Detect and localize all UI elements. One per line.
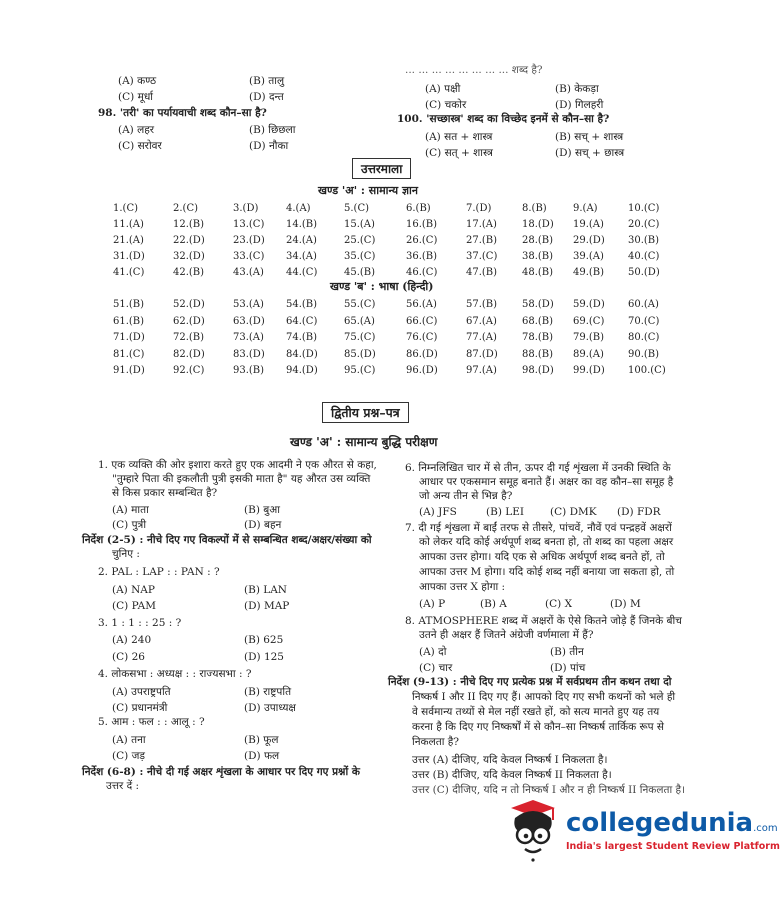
answer-cell: 67.(A): [466, 315, 497, 327]
answer-cell: 60.(A): [628, 299, 659, 310]
answer-cell: 57.(B): [466, 299, 498, 310]
q5-option-a: (A) तना: [112, 734, 146, 746]
answer-cell: 22.(D): [173, 235, 205, 246]
answer-cell: 37.(C): [466, 251, 498, 262]
q7-option-a: (A) P: [419, 598, 446, 610]
answer-cell: 77.(A): [466, 332, 497, 343]
answer-cell: 19.(A): [573, 219, 604, 230]
answer-cell: 16.(B): [406, 219, 438, 230]
answer-cell: 61.(B): [113, 315, 145, 327]
q99-cut-text: ... ... ... ... ... ... ... ... शब्द है?: [405, 64, 543, 76]
answer-cell: 86.(D): [406, 348, 438, 360]
q97-option-b: (B) तालु: [249, 75, 285, 87]
answer-cell: 36.(B): [406, 251, 438, 262]
answer-cell: 62.(D): [173, 315, 205, 327]
q4-option-a: (A) उपराष्ट्रपति: [112, 686, 171, 698]
q3-option-c: (C) 26: [112, 651, 145, 663]
answer-cell: 39.(A): [573, 251, 604, 262]
answer-cell: 93.(B): [233, 365, 265, 376]
answer-cell: 8.(B): [522, 203, 547, 214]
answer-cell: 21.(A): [113, 235, 144, 246]
q7-line-5: आपका उत्तर X होगा :: [419, 581, 506, 593]
answer-cell: 23.(D): [233, 235, 265, 246]
q98-option-b: (B) छिछला: [249, 124, 296, 136]
q1-option-d: (D) बहन: [244, 519, 282, 531]
q98-option-c: (C) सरोवर: [118, 140, 162, 152]
q100-option-b: (B) सच् + शास्त्र: [555, 131, 624, 143]
answer-cell: 45.(B): [344, 267, 376, 278]
q1-option-a: (A) माता: [112, 504, 149, 516]
answer-cell: 98.(D): [522, 365, 554, 376]
answer-cell: 58.(D): [522, 299, 554, 310]
answer-cell: 6.(B): [406, 203, 431, 214]
q7-line-1: 7. दी गई शृंखला में बाईं तरफ से तीसरे, पांचवें, नौवें एवं पन्द्रहवें अक्षरों: [405, 522, 672, 534]
directions-2-5-line-1: निर्देश (2-5) : नीचे दिए गए विकल्पों में से सम्बन्धित शब्द/अक्षर/संख्या को: [82, 534, 372, 546]
directions-6-8-line-1: निर्देश (6-8) : नीचे दी गई अक्षर शृंखला के आधार पर दिए गए प्रश्नों के: [82, 766, 360, 778]
answer-cell: 43.(A): [233, 267, 264, 278]
q100-text: 100. 'सच्छास्त्र' शब्द का विच्छेद इनमें से कौन–सा है?: [397, 113, 610, 125]
answer-cell: 41.(C): [113, 267, 145, 278]
directions-9-13-line-8: उत्तर (C) दीजिए, यदि न तो निष्कर्ष I और न ही निष्कर्ष II निकलता है।: [412, 784, 686, 796]
answer-cell: 55.(C): [344, 299, 376, 310]
answer-cell: 89.(A): [573, 348, 604, 360]
answer-cell: 80.(C): [628, 332, 660, 343]
q100-option-c: (C) सत् + शास्त्र: [425, 147, 493, 159]
answer-cell: 82.(D): [173, 348, 205, 360]
answer-cell: 64.(C): [286, 315, 318, 327]
answer-cell: 63.(D): [233, 315, 265, 327]
answer-cell: 85.(D): [344, 348, 376, 360]
directions-6-8-line-2: उत्तर दें :: [106, 780, 140, 792]
q99-option-a: (A) पक्षी: [425, 83, 461, 95]
q99-option-d: (D) गिलहरी: [555, 99, 604, 111]
answer-cell: 94.(D): [286, 365, 318, 376]
answer-cell: 5.(C): [344, 203, 369, 214]
brand-tagline: India's largest Student Review Platform: [566, 841, 780, 852]
paper2-title: द्वितीय प्रश्न–पत्र: [322, 402, 409, 423]
q6-option-b: (B) LEI: [486, 506, 525, 518]
answer-cell: 99.(D): [573, 365, 605, 376]
answer-cell: 40.(C): [628, 251, 660, 262]
brand-suffix: .com: [753, 823, 778, 834]
q97-option-d: (D) दन्त: [249, 91, 284, 103]
answer-cell: 27.(B): [466, 235, 498, 246]
q6-line-3: जो अन्य तीन से भिन्न है?: [419, 490, 513, 502]
answer-cell: 35.(C): [344, 251, 376, 262]
brand-name: [566, 808, 778, 838]
answer-cell: 83.(D): [233, 348, 265, 360]
answer-cell: 7.(D): [466, 203, 492, 214]
q8-option-a: (A) दो: [419, 646, 447, 658]
q6-option-a: (A) JFS: [419, 506, 457, 518]
answer-cell: 26.(C): [406, 235, 438, 246]
q6-option-c: (C) DMK: [550, 506, 597, 518]
answer-cell: 75.(C): [344, 332, 376, 343]
answer-cell: 81.(C): [113, 348, 145, 360]
q4-option-d: (D) उपाध्यक्ष: [244, 702, 296, 714]
directions-9-13-line-3: वे सर्वमान्य तथ्यों से मेल नहीं रखते हों, को सत्य मानते हुए यह तय: [412, 706, 660, 718]
answer-cell: 14.(B): [286, 219, 318, 230]
directions-9-13-line-2: निष्कर्ष I और II दिए गए हैं। आपको दिए गए सभी कथनों को भले ही: [412, 691, 676, 703]
answer-cell: 44.(C): [286, 267, 318, 278]
q98-option-a: (A) लहर: [118, 124, 155, 136]
answer-cell: 73.(A): [233, 332, 264, 343]
answer-cell: 3.(D): [233, 203, 259, 214]
mascot-icon: [503, 800, 563, 862]
q1-line-2: "तुम्हारे पिता की इकलौती पुत्री इसकी माता है" यह औरत उस व्यक्ति: [112, 473, 371, 485]
directions-9-13-line-1: निर्देश (9-13) : नीचे दिए गए प्रत्येक प्रश्न में सर्वप्रथम तीन कथन तथा दो: [388, 676, 672, 688]
q2-text: 2. PAL : LAP : : PAN : ?: [98, 566, 220, 578]
q7-option-b: (B) A: [480, 598, 507, 610]
directions-9-13-line-6: उत्तर (A) दीजिए, यदि केवल निष्कर्ष I निकलता है।: [412, 754, 608, 766]
answer-cell: 72.(B): [173, 332, 205, 343]
answer-cell: 20.(C): [628, 219, 660, 230]
q97-option-a: (A) कण्ठ: [118, 75, 157, 87]
q6-line-1: 6. निम्नलिखित चार में से तीन, ऊपर दी गई शृंखला में उनकी स्थिति के: [405, 462, 671, 474]
answer-cell: 30.(B): [628, 235, 660, 246]
directions-9-13-line-4: करना है कि दिए गए निष्कर्षों में से कौन–सा निष्कर्ष तार्किक रूप से: [412, 721, 665, 733]
directions-9-13-line-5: निकलता है?: [412, 736, 459, 748]
answer-cell: 88.(B): [522, 348, 554, 360]
answer-cell: 9.(A): [573, 203, 598, 214]
answer-cell: 70.(C): [628, 315, 660, 327]
answer-cell: 34.(A): [286, 251, 317, 262]
answer-cell: 51.(B): [113, 299, 145, 310]
q1-line-3: से किस प्रकार सम्बन्धित है?: [112, 487, 218, 499]
q3-option-a: (A) 240: [112, 634, 152, 646]
answer-cell: 56.(A): [406, 299, 437, 310]
answer-cell: 54.(B): [286, 299, 318, 310]
answer-cell: 87.(D): [466, 348, 498, 360]
q8-option-c: (C) चार: [419, 662, 453, 674]
answer-cell: 53.(A): [233, 299, 264, 310]
q3-option-d: (D) 125: [244, 651, 284, 663]
answer-cell: 17.(A): [466, 219, 497, 230]
section-a-title: खण्ड 'अ' : सामान्य ज्ञान: [318, 184, 418, 197]
answer-cell: 38.(B): [522, 251, 554, 262]
answer-cell: 96.(D): [406, 365, 438, 376]
answer-cell: 78.(B): [522, 332, 554, 343]
answer-cell: 31.(D): [113, 251, 145, 262]
answer-cell: 29.(D): [573, 235, 605, 246]
q99-option-b: (B) केकड़ा: [555, 83, 599, 95]
answer-cell: 100.(C): [628, 365, 666, 376]
answer-cell: 68.(B): [522, 315, 554, 327]
answer-cell: 91.(D): [113, 365, 145, 376]
answer-cell: 74.(B): [286, 332, 318, 343]
answer-cell: 13.(C): [233, 219, 265, 230]
paper2-section-title: खण्ड 'अ' : सामान्य बुद्धि परीक्षण: [290, 435, 438, 449]
q8-line-1: 8. ATMOSPHERE शब्द में अक्षरों के ऐसे कितने जोड़े हैं जिनके बीच: [405, 615, 682, 627]
answer-cell: 24.(A): [286, 235, 317, 246]
answer-cell: 42.(B): [173, 267, 205, 278]
q4-text: 4. लोकसभा : अध्यक्ष : : राज्यसभा : ?: [98, 668, 252, 680]
answer-cell: 25.(C): [344, 235, 376, 246]
directions-2-5-line-2: चुनिए :: [112, 548, 140, 560]
directions-9-13-line-7: उत्तर (B) दीजिए, यदि केवल निष्कर्ष II निकलता है।: [412, 769, 612, 781]
answer-cell: 49.(B): [573, 267, 605, 278]
answer-cell: 48.(B): [522, 267, 554, 278]
q98-text: 98. 'तरी' का पर्यायवाची शब्द कौन–सा है?: [98, 107, 267, 119]
section-b-title: खण्ड 'ब' : भाषा (हिन्दी): [330, 280, 434, 293]
q8-option-b: (B) तीन: [550, 646, 584, 658]
q2-option-d: (D) MAP: [244, 600, 290, 612]
answer-cell: 32.(D): [173, 251, 205, 262]
answer-cell: 4.(A): [286, 203, 311, 214]
q5-option-d: (D) फल: [244, 750, 280, 762]
answer-cell: 47.(B): [466, 267, 498, 278]
q100-option-d: (D) सच् + छास्त्र: [555, 147, 625, 159]
answer-cell: 65.(A): [344, 315, 375, 327]
answer-cell: 90.(B): [628, 348, 660, 360]
answer-cell: 33.(C): [233, 251, 265, 262]
q1-option-b: (B) बुआ: [244, 504, 280, 516]
answer-cell: 46.(C): [406, 267, 438, 278]
q2-option-b: (B) LAN: [244, 584, 287, 596]
q6-line-2: आधार पर एकसमान समूह बनाते हैं। अक्षर का वह कौन–सा समूह है: [419, 476, 674, 488]
answer-cell: 79.(B): [573, 332, 605, 343]
q99-option-c: (C) चकोर: [425, 99, 467, 111]
answer-cell: 97.(A): [466, 365, 497, 376]
q6-option-d: (D) FDR: [617, 506, 661, 518]
q7-line-4: आपका उत्तर M होगा। यदि कोई शब्द नहीं बनाया जा सकता हो, तो: [419, 566, 675, 578]
q5-option-b: (B) फूल: [244, 734, 279, 746]
answer-cell: 1.(C): [113, 203, 138, 214]
q7-line-2: को लेकर यदि कोई अर्थपूर्ण शब्द बनता हो, तो शब्द का पहला अक्षर: [419, 536, 674, 548]
answer-cell: 10.(C): [628, 203, 660, 214]
q2-option-a: (A) NAP: [112, 584, 155, 596]
answer-cell: 52.(D): [173, 299, 205, 310]
answer-cell: 95.(C): [344, 365, 376, 376]
q4-option-b: (B) राष्ट्रपति: [244, 686, 292, 698]
answer-cell: 15.(A): [344, 219, 375, 230]
q7-option-c: (C) X: [545, 598, 573, 610]
answer-cell: 2.(C): [173, 203, 198, 214]
q7-line-3: आपका उत्तर होगा। यदि एक से अधिक अर्थपूर्ण शब्द बनते हों, तो: [419, 551, 665, 563]
q4-option-c: (C) प्रधानमंत्री: [112, 702, 168, 714]
q8-option-d: (D) पांच: [550, 662, 586, 674]
brand-text: collegedunia: [566, 808, 754, 838]
answer-cell: 11.(A): [113, 219, 144, 230]
q2-option-c: (C) PAM: [112, 600, 156, 612]
answer-cell: 50.(D): [628, 267, 660, 278]
answer-cell: 71.(D): [113, 332, 145, 343]
q8-line-2: उतने ही अक्षर हैं जितने अंग्रेजी वर्णमाला में हैं?: [419, 629, 594, 641]
q97-option-c: (C) मूर्धा: [118, 91, 154, 103]
q3-text: 3. 1 : 1 : : 25 : ?: [98, 617, 182, 629]
q100-option-a: (A) सत + शास्त्र: [425, 131, 493, 143]
answer-cell: 66.(C): [406, 315, 438, 327]
q1-line-1: 1. एक व्यक्ति की ओर इशारा करते हुए एक आदमी ने एक औरत से कहा,: [98, 459, 377, 471]
q98-option-d: (D) नौका: [249, 140, 289, 152]
answer-cell: 76.(C): [406, 332, 438, 343]
answer-key-title: उत्तरमाला: [352, 158, 411, 179]
q5-text: 5. आम : फल : : आलू : ?: [98, 716, 205, 728]
q3-option-b: (B) 625: [244, 634, 284, 646]
answer-cell: 59.(D): [573, 299, 605, 310]
answer-cell: 84.(D): [286, 348, 318, 360]
q5-option-c: (C) जड़: [112, 750, 145, 762]
answer-cell: 18.(D): [522, 219, 554, 230]
q1-option-c: (C) पुत्री: [112, 519, 147, 531]
answer-cell: 12.(B): [173, 219, 205, 230]
answer-cell: 92.(C): [173, 365, 205, 376]
answer-cell: 69.(C): [573, 315, 605, 327]
q7-option-d: (D) M: [610, 598, 641, 610]
answer-cell: 28.(B): [522, 235, 554, 246]
